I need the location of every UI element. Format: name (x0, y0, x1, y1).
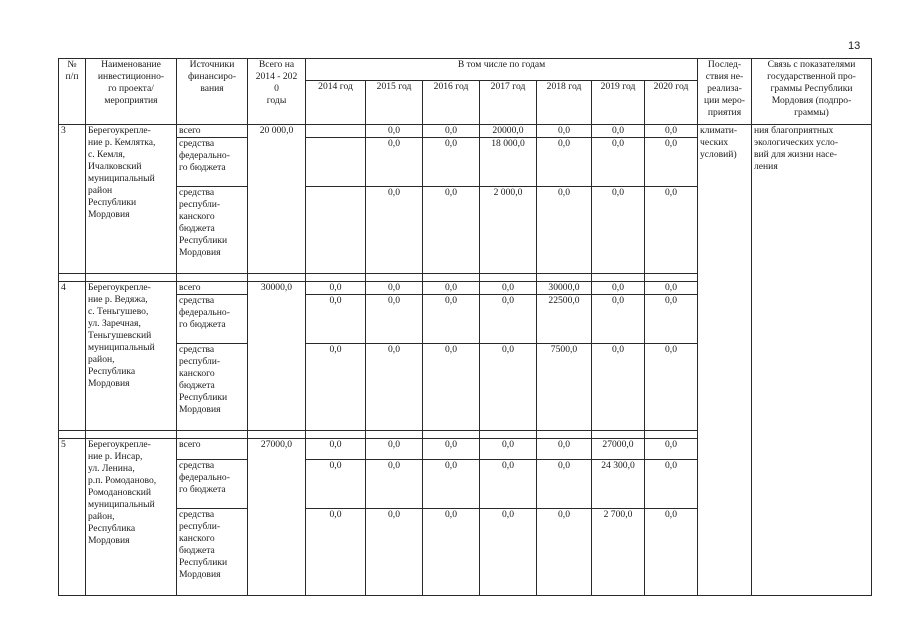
header-total: Всего на 2014 - 202 0 годы (248, 59, 306, 125)
value-cell: 0,0 (480, 295, 537, 344)
value-cell: 0,0 (423, 138, 480, 187)
value-cell: 0,0 (645, 282, 698, 295)
value-cell: 0,0 (306, 282, 366, 295)
value-cell (306, 138, 366, 187)
value-cell: 0,0 (423, 344, 480, 431)
project-no: 3 (59, 125, 86, 274)
value-cell: 0,0 (306, 344, 366, 431)
link-cell: ния благоприятных экологических усло- вий для жизни насе- ления (752, 125, 872, 596)
project-total: 30000,0 (248, 282, 306, 431)
value-cell: 18 000,0 (480, 138, 537, 187)
value-cell: 0,0 (537, 439, 592, 460)
value-cell: 0,0 (645, 460, 698, 509)
header-year: 2015 год (366, 81, 423, 125)
header-consequences: Послед- ствия не- реализа- ции меро- приятия (698, 59, 752, 125)
investment-table (58, 58, 872, 596)
source-cell: средства федерально- го бюджета (177, 138, 248, 187)
value-cell: 0,0 (645, 187, 698, 274)
value-cell: 0,0 (480, 460, 537, 509)
project-name: Берегоукрепле- ние р. Кемлятка, с. Кемля, Ичалковский муниципальный район Республики Мордовия (86, 125, 177, 274)
value-cell (306, 187, 366, 274)
value-cell: 0,0 (645, 344, 698, 431)
header-year: 2014 год (306, 81, 366, 125)
value-cell: 0,0 (306, 295, 366, 344)
source-cell: средства республи- канского бюджета Республики Мордовия (177, 344, 248, 431)
value-cell: 24 300,0 (592, 460, 645, 509)
value-cell: 0,0 (366, 344, 423, 431)
value-cell: 0,0 (480, 509, 537, 596)
header-by-years: В том числе по годам (306, 59, 698, 81)
value-cell: 0,0 (480, 282, 537, 295)
source-cell: средства федерально- го бюджета (177, 295, 248, 344)
value-cell: 0,0 (480, 439, 537, 460)
value-cell: 0,0 (592, 187, 645, 274)
value-cell: 0,0 (537, 138, 592, 187)
source-cell: средства республи- канского бюджета Республики Мордовия (177, 509, 248, 596)
value-cell (306, 125, 366, 138)
value-cell: 0,0 (537, 125, 592, 138)
value-cell: 0,0 (592, 282, 645, 295)
value-cell: 0,0 (366, 460, 423, 509)
header-source: Источники финансиро- вания (177, 59, 248, 125)
header-year: 2017 год (480, 81, 537, 125)
header-no: № п/п (59, 59, 86, 125)
value-cell: 30000,0 (537, 282, 592, 295)
value-cell: 0,0 (645, 439, 698, 460)
value-cell: 0,0 (366, 125, 423, 138)
value-cell: 0,0 (366, 187, 423, 274)
source-cell: всего (177, 439, 248, 460)
value-cell: 0,0 (306, 460, 366, 509)
value-cell: 0,0 (366, 282, 423, 295)
value-cell: 0,0 (592, 344, 645, 431)
value-cell: 0,0 (423, 125, 480, 138)
value-cell: 0,0 (366, 509, 423, 596)
header-year: 2018 год (537, 81, 592, 125)
project-total: 20 000,0 (248, 125, 306, 274)
source-cell: всего (177, 282, 248, 295)
value-cell: 0,0 (423, 509, 480, 596)
value-cell: 22500,0 (537, 295, 592, 344)
value-cell: 0,0 (366, 439, 423, 460)
source-cell: средства федерально- го бюджета (177, 460, 248, 509)
value-cell: 0,0 (423, 282, 480, 295)
value-cell: 0,0 (645, 125, 698, 138)
header-year: 2016 год (423, 81, 480, 125)
value-cell: 2 700,0 (592, 509, 645, 596)
value-cell: 0,0 (306, 509, 366, 596)
value-cell: 0,0 (592, 295, 645, 344)
value-cell: 20000,0 (480, 125, 537, 138)
value-cell: 27000,0 (592, 439, 645, 460)
header-name: Наименование инвестиционно- го проекта/ мероприятия (86, 59, 177, 125)
value-cell: 0,0 (423, 439, 480, 460)
value-cell: 0,0 (592, 125, 645, 138)
value-cell: 0,0 (480, 344, 537, 431)
value-cell: 0,0 (645, 138, 698, 187)
value-cell: 0,0 (423, 187, 480, 274)
consequences-cell: климати- ческих условий) (698, 125, 752, 596)
header-link: Связь с показателями государственной про- граммы Республики Мордовия (подпро- граммы) (752, 59, 872, 125)
project-name: Берегоукрепле- ние р. Инсар, ул. Ленина, р.п. Ромоданово, Ромодановский муниципальный район, Республика Мордовия (86, 439, 177, 596)
project-total: 27000,0 (248, 439, 306, 596)
header-year: 2019 год (592, 81, 645, 125)
value-cell: 0,0 (645, 509, 698, 596)
value-cell: 0,0 (537, 509, 592, 596)
value-cell: 7500,0 (537, 344, 592, 431)
value-cell: 0,0 (592, 138, 645, 187)
value-cell: 0,0 (366, 138, 423, 187)
project-no: 5 (59, 439, 86, 596)
value-cell: 0,0 (537, 187, 592, 274)
value-cell: 0,0 (645, 295, 698, 344)
value-cell: 0,0 (537, 460, 592, 509)
value-cell: 2 000,0 (480, 187, 537, 274)
value-cell: 0,0 (423, 295, 480, 344)
page-number: 13 (848, 40, 861, 52)
table-row (59, 125, 872, 138)
source-cell: средства республи- канского бюджета Республики Мордовия (177, 187, 248, 274)
value-cell: 0,0 (366, 295, 423, 344)
header-year: 2020 год (645, 81, 698, 125)
value-cell: 0,0 (306, 439, 366, 460)
project-name: Берегоукрепле- ние р. Ведяжа, с. Теньгушево, ул. Заречная, Теньгушевский муниципальный район, Республика Мордовия (86, 282, 177, 431)
project-no: 4 (59, 282, 86, 431)
value-cell: 0,0 (423, 460, 480, 509)
source-cell: всего (177, 125, 248, 138)
